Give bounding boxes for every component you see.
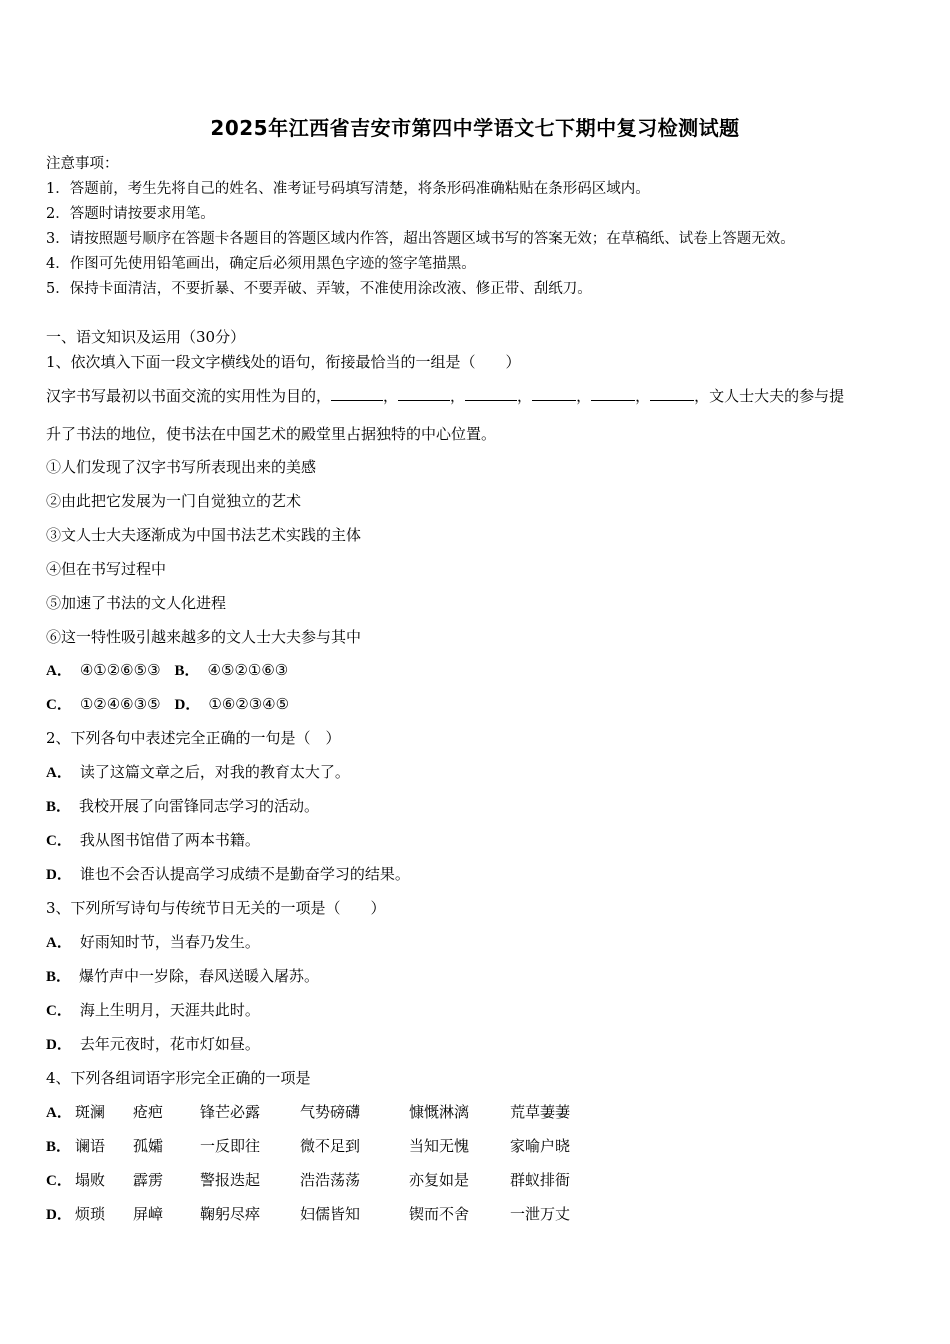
fill-blank — [650, 386, 694, 401]
option-text: 我从图书馆借了两本书籍。 — [79, 831, 260, 849]
word: 浩浩荡荡 — [300, 1171, 361, 1189]
q1-sentence: ⑥这一特性吸引越来越多的文人士大夫参与其中 — [46, 628, 362, 646]
option-text: 爆竹声中一岁除，春风送暖入屠苏。 — [79, 967, 320, 985]
section-heading: 一、语文知识及运用（30分） — [46, 328, 246, 346]
word: 微不足到 — [300, 1137, 361, 1155]
q3-option — [46, 1033, 260, 1054]
word: 群蚁排衙 — [510, 1171, 571, 1189]
option-letter: B． — [46, 1139, 72, 1155]
blank-separator: ， — [576, 387, 592, 405]
word: 家喻户晓 — [510, 1137, 571, 1155]
q1-sentence: ⑤加速了书法的文人化进程 — [46, 594, 227, 612]
blank-separator: ， — [517, 387, 533, 405]
option-letter: C． — [46, 697, 72, 713]
q3-stem: 3、下列所写诗句与传统节日无关的一项是（ ） — [46, 899, 386, 917]
option-text: 海上生明月，天涯共此时。 — [79, 1001, 260, 1019]
option-letter: D． — [174, 697, 201, 713]
word: 斑澜 — [75, 1103, 106, 1121]
option-text: ④①②⑥⑤③ — [79, 661, 161, 679]
option-text: 谁也不会否认提高学习成绩不是勤奋学习的结果。 — [79, 865, 410, 883]
word: 塌败 — [75, 1171, 106, 1189]
word: 慷慨淋漓 — [409, 1103, 470, 1121]
blank-separator: ， — [450, 387, 466, 405]
word: 烦琐 — [75, 1205, 106, 1223]
q2-stem: 2、下列各句中表述完全正确的一句是（ ） — [46, 729, 341, 747]
q2-option — [46, 795, 319, 816]
q1-passage-end: ，文人士大夫的参与提 — [694, 387, 845, 405]
option-text: ①②④⑥③⑤ — [79, 695, 161, 713]
word: 警报迭起 — [200, 1171, 261, 1189]
fill-blank — [532, 386, 576, 401]
blank-separator: ， — [635, 387, 651, 405]
page-title: 2025年江西省吉安市第四中学语文七下期中复习检测试题 — [210, 116, 740, 140]
q1-sentence: ④但在书写过程中 — [46, 560, 167, 578]
option-text: ①⑥②③④⑤ — [208, 695, 290, 713]
option-letter: C． — [46, 1003, 72, 1019]
q2-option — [46, 863, 410, 884]
option-letter: A． — [46, 765, 72, 781]
notice-item: 3．请按照题号顺序在答题卡各题目的答题区域内作答，超出答题区域书写的答案无效；在草稿纸、试卷上答题无效。 — [46, 231, 795, 247]
q1-options-row-ab — [46, 659, 288, 680]
word: 一泄万丈 — [510, 1205, 571, 1223]
option-letter: D． — [46, 1037, 72, 1053]
q3-option — [46, 965, 319, 986]
word: 孤孀 — [133, 1137, 164, 1155]
q1-passage-start: 汉字书写最初以书面交流的实用性为目的， — [46, 387, 332, 405]
option-letter: D． — [46, 867, 72, 883]
option-text: 我校开展了向雷锋同志学习的活动。 — [79, 797, 320, 815]
q1-sentence: ②由此把它发展为一门自觉独立的艺术 — [46, 492, 302, 510]
word: 谰语 — [75, 1137, 106, 1155]
word: 亦复如是 — [409, 1171, 470, 1189]
word: 当知无愧 — [409, 1137, 470, 1155]
word: 荒草萋萋 — [510, 1103, 571, 1121]
option-letter: B． — [46, 969, 72, 985]
word: 鞠躬尽瘁 — [200, 1205, 261, 1223]
option-letter: D． — [46, 1207, 72, 1223]
notice-item: 5．保持卡面清洁，不要折暴、不要弄破、弄皱，不准使用涂改液、修正带、刮纸刀。 — [46, 281, 592, 297]
notice-item: 1．答题前，考生先将自己的姓名、准考证号码填写清楚，将条形码准确粘贴在条形码区域内。 — [46, 181, 650, 197]
q1-stem: 1、依次填入下面一段文字横线处的语句，衔接最恰当的一组是（ ） — [46, 353, 521, 371]
word: 锲而不舍 — [409, 1205, 470, 1223]
q1-options-row-cd — [46, 693, 289, 714]
word: 屏嶂 — [133, 1205, 164, 1223]
notice-item: 4．作图可先使用铅笔画出，确定后必须用黑色字迹的签字笔描黑。 — [46, 256, 476, 272]
q1-passage-line2: 升了书法的地位，使书法在中国艺术的殿堂里占据独特的中心位置。 — [46, 425, 497, 443]
notice-item: 2．答题时请按要求用笔。 — [46, 206, 215, 222]
fill-blank — [591, 386, 635, 401]
notice-heading: 注意事项： — [46, 156, 119, 172]
q3-option — [46, 931, 260, 952]
blank-separator: ， — [383, 387, 399, 405]
option-letter: C． — [46, 833, 72, 849]
word: 霹雳 — [133, 1171, 164, 1189]
option-letter: A． — [46, 663, 72, 679]
option-text: 读了这篇文章之后，对我的教育太大了。 — [79, 763, 350, 781]
q1-passage-line1 — [46, 385, 844, 406]
q1-sentence: ①人们发现了汉字书写所表现出来的美感 — [46, 458, 317, 476]
q2-option — [46, 829, 260, 850]
option-text: 去年元夜时，花市灯如昼。 — [79, 1035, 260, 1053]
option-text: ④⑤②①⑥③ — [207, 661, 289, 679]
option-text: 好雨知时节，当春乃发生。 — [79, 933, 260, 951]
word: 一反即往 — [200, 1137, 261, 1155]
q2-option — [46, 761, 350, 782]
option-letter: A． — [46, 1105, 72, 1121]
q3-option — [46, 999, 260, 1020]
fill-blank — [331, 386, 383, 401]
word: 气势磅礴 — [300, 1103, 361, 1121]
option-letter: B． — [174, 663, 200, 679]
option-letter: B． — [46, 799, 72, 815]
q4-stem: 4、下列各组词语字形完全正确的一项是 — [46, 1069, 311, 1087]
q1-sentence: ③文人士大夫逐渐成为中国书法艺术实践的主体 — [46, 526, 362, 544]
fill-blank — [398, 386, 450, 401]
fill-blank — [465, 386, 517, 401]
word: 妇儒皆知 — [300, 1205, 361, 1223]
option-letter: A． — [46, 935, 72, 951]
word: 疮疤 — [133, 1103, 164, 1121]
option-letter: C． — [46, 1173, 72, 1189]
word: 锋芒必露 — [200, 1103, 261, 1121]
